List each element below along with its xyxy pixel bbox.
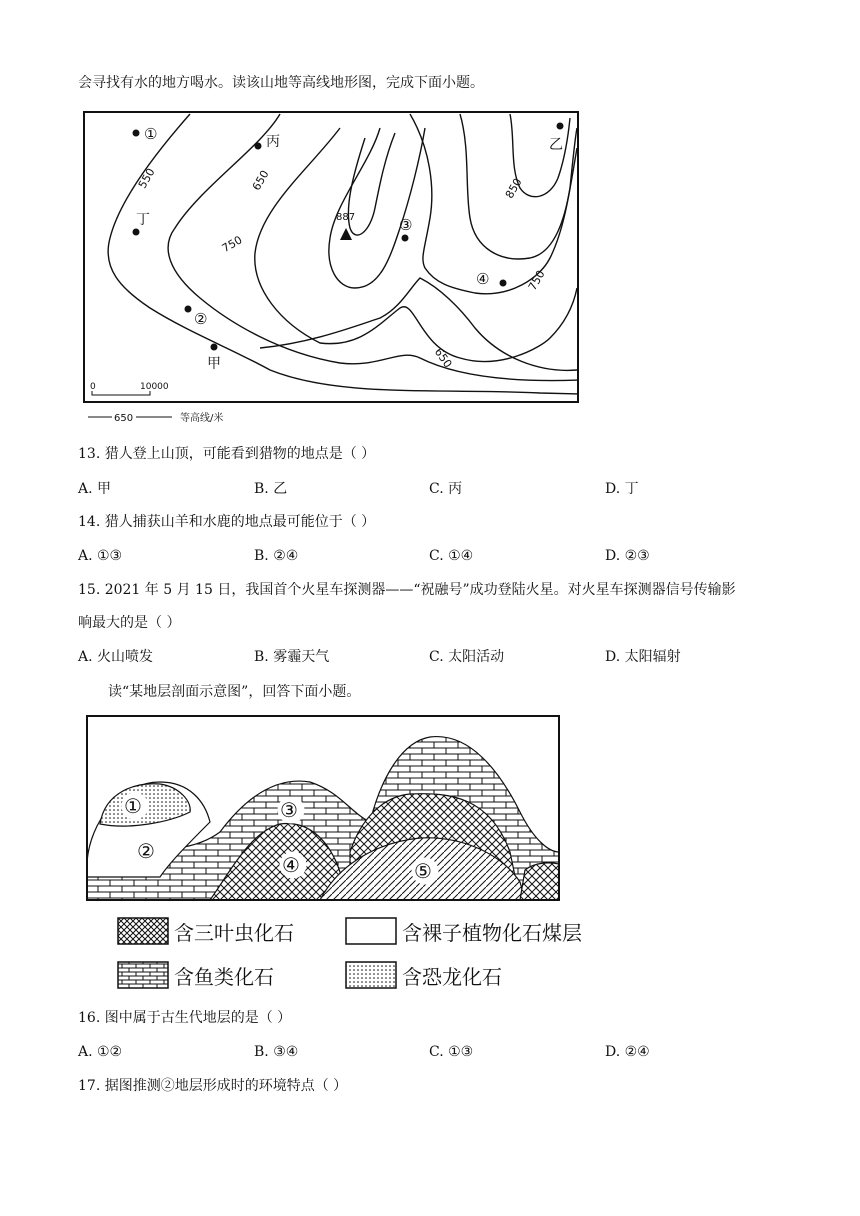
legend-swatch-dinosaur (346, 962, 396, 988)
q14-option-a: A. ①③ (78, 548, 123, 564)
q13-option-a: A. 甲 (78, 481, 112, 497)
contour-label-550: 550 (135, 166, 158, 191)
point-dot-4 (500, 280, 507, 287)
q14-option-c: C. ①④ (429, 548, 474, 564)
q16-option-d: D. ②④ (605, 1044, 650, 1060)
legend-contour-text: 等高线/米 (180, 413, 224, 424)
question-14: 14. 猎人捕获山羊和水鹿的地点最可能位于（ ） (78, 514, 376, 530)
contour-label-650-bottom: 650 (431, 345, 455, 371)
point-dot-2 (185, 306, 192, 313)
point-dot-ding (133, 229, 140, 236)
strata-section (80, 712, 560, 904)
intro-2: 读“某地层剖面示意图”，回答下面小题。 (108, 684, 361, 700)
contour-label-850: 850 (502, 176, 525, 201)
scale-zero: 0 (90, 382, 96, 392)
summit-elevation: 887 (336, 212, 356, 223)
question-15-line2: 响最大的是（ ） (78, 615, 181, 631)
q13-option-b: B. 乙 (254, 481, 288, 497)
question-13: 13. 猎人登上山顶，可能看到猎物的地点是（ ） (78, 446, 376, 462)
question-17: 17. 据图推测②地层形成时的环境特点（ ） (78, 1078, 348, 1094)
q14-option-b: B. ②④ (254, 548, 299, 564)
point-label-1: ① (144, 125, 158, 143)
strata-legend (112, 912, 632, 992)
point-label-4: ④ (476, 270, 490, 288)
q16-option-c: C. ①③ (429, 1044, 474, 1060)
point-label-3: ③ (399, 216, 413, 234)
q13-option-c: C. 丙 (429, 481, 463, 497)
point-label-jia: 甲 (207, 356, 221, 372)
q15-option-d: D. 太阳辐射 (605, 649, 681, 665)
point-dot-bing (255, 143, 262, 150)
layer-label-5: ⑤ (414, 859, 432, 883)
q15-option-a: A. 火山喷发 (78, 649, 154, 665)
q13-option-d: D. 丁 (605, 481, 639, 497)
legend-trilobite: 含三叶虫化石 (174, 921, 294, 945)
contour-label-750: 750 (219, 233, 245, 256)
point-dot-yi (557, 123, 564, 130)
legend-fish: 含鱼类化石 (174, 965, 274, 989)
contour-map (80, 108, 600, 428)
legend-gymnosperm: 含裸子植物化石煤层 (402, 921, 582, 945)
question-15-line1: 15. 2021 年 5 月 15 日，我国首个火星车探测器——“祝融号”成功登陆火星。对火星车探测器信号传输影 (78, 582, 736, 598)
point-label-bing: 丙 (266, 134, 280, 150)
point-dot-jia (211, 344, 218, 351)
layer-label-2: ② (137, 839, 155, 863)
q16-option-b: B. ③④ (254, 1044, 299, 1060)
layer-label-1: ① (124, 794, 142, 818)
point-label-ding: 丁 (136, 212, 150, 228)
scale-value: 10000 (140, 382, 169, 392)
q16-option-a: A. ①② (78, 1044, 123, 1060)
layer-label-4: ④ (282, 853, 300, 877)
legend-dinosaur: 含恐龙化石 (402, 965, 502, 989)
point-label-2: ② (194, 310, 208, 328)
intro-text: 会寻找有水的地方喝水。读该山地等高线地形图，完成下面小题。 (78, 75, 484, 91)
legend-swatch-trilobite (118, 918, 168, 944)
point-dot-3 (402, 235, 409, 242)
contour-label-650: 650 (249, 168, 272, 193)
question-16: 16. 图中属于古生代地层的是（ ） (78, 1010, 292, 1026)
layer-label-3: ③ (280, 798, 298, 822)
legend-contour-value: 650 (114, 413, 134, 424)
point-label-yi: 乙 (549, 137, 563, 153)
point-dot-1 (133, 130, 140, 137)
q15-option-c: C. 太阳活动 (429, 649, 505, 665)
legend-swatch-gymnosperm (346, 918, 396, 944)
q15-option-b: B. 雾霾天气 (254, 649, 330, 665)
legend-swatch-fish (118, 962, 168, 988)
q14-option-d: D. ②③ (605, 548, 650, 564)
contour-label-750-right: 750 (525, 268, 548, 293)
